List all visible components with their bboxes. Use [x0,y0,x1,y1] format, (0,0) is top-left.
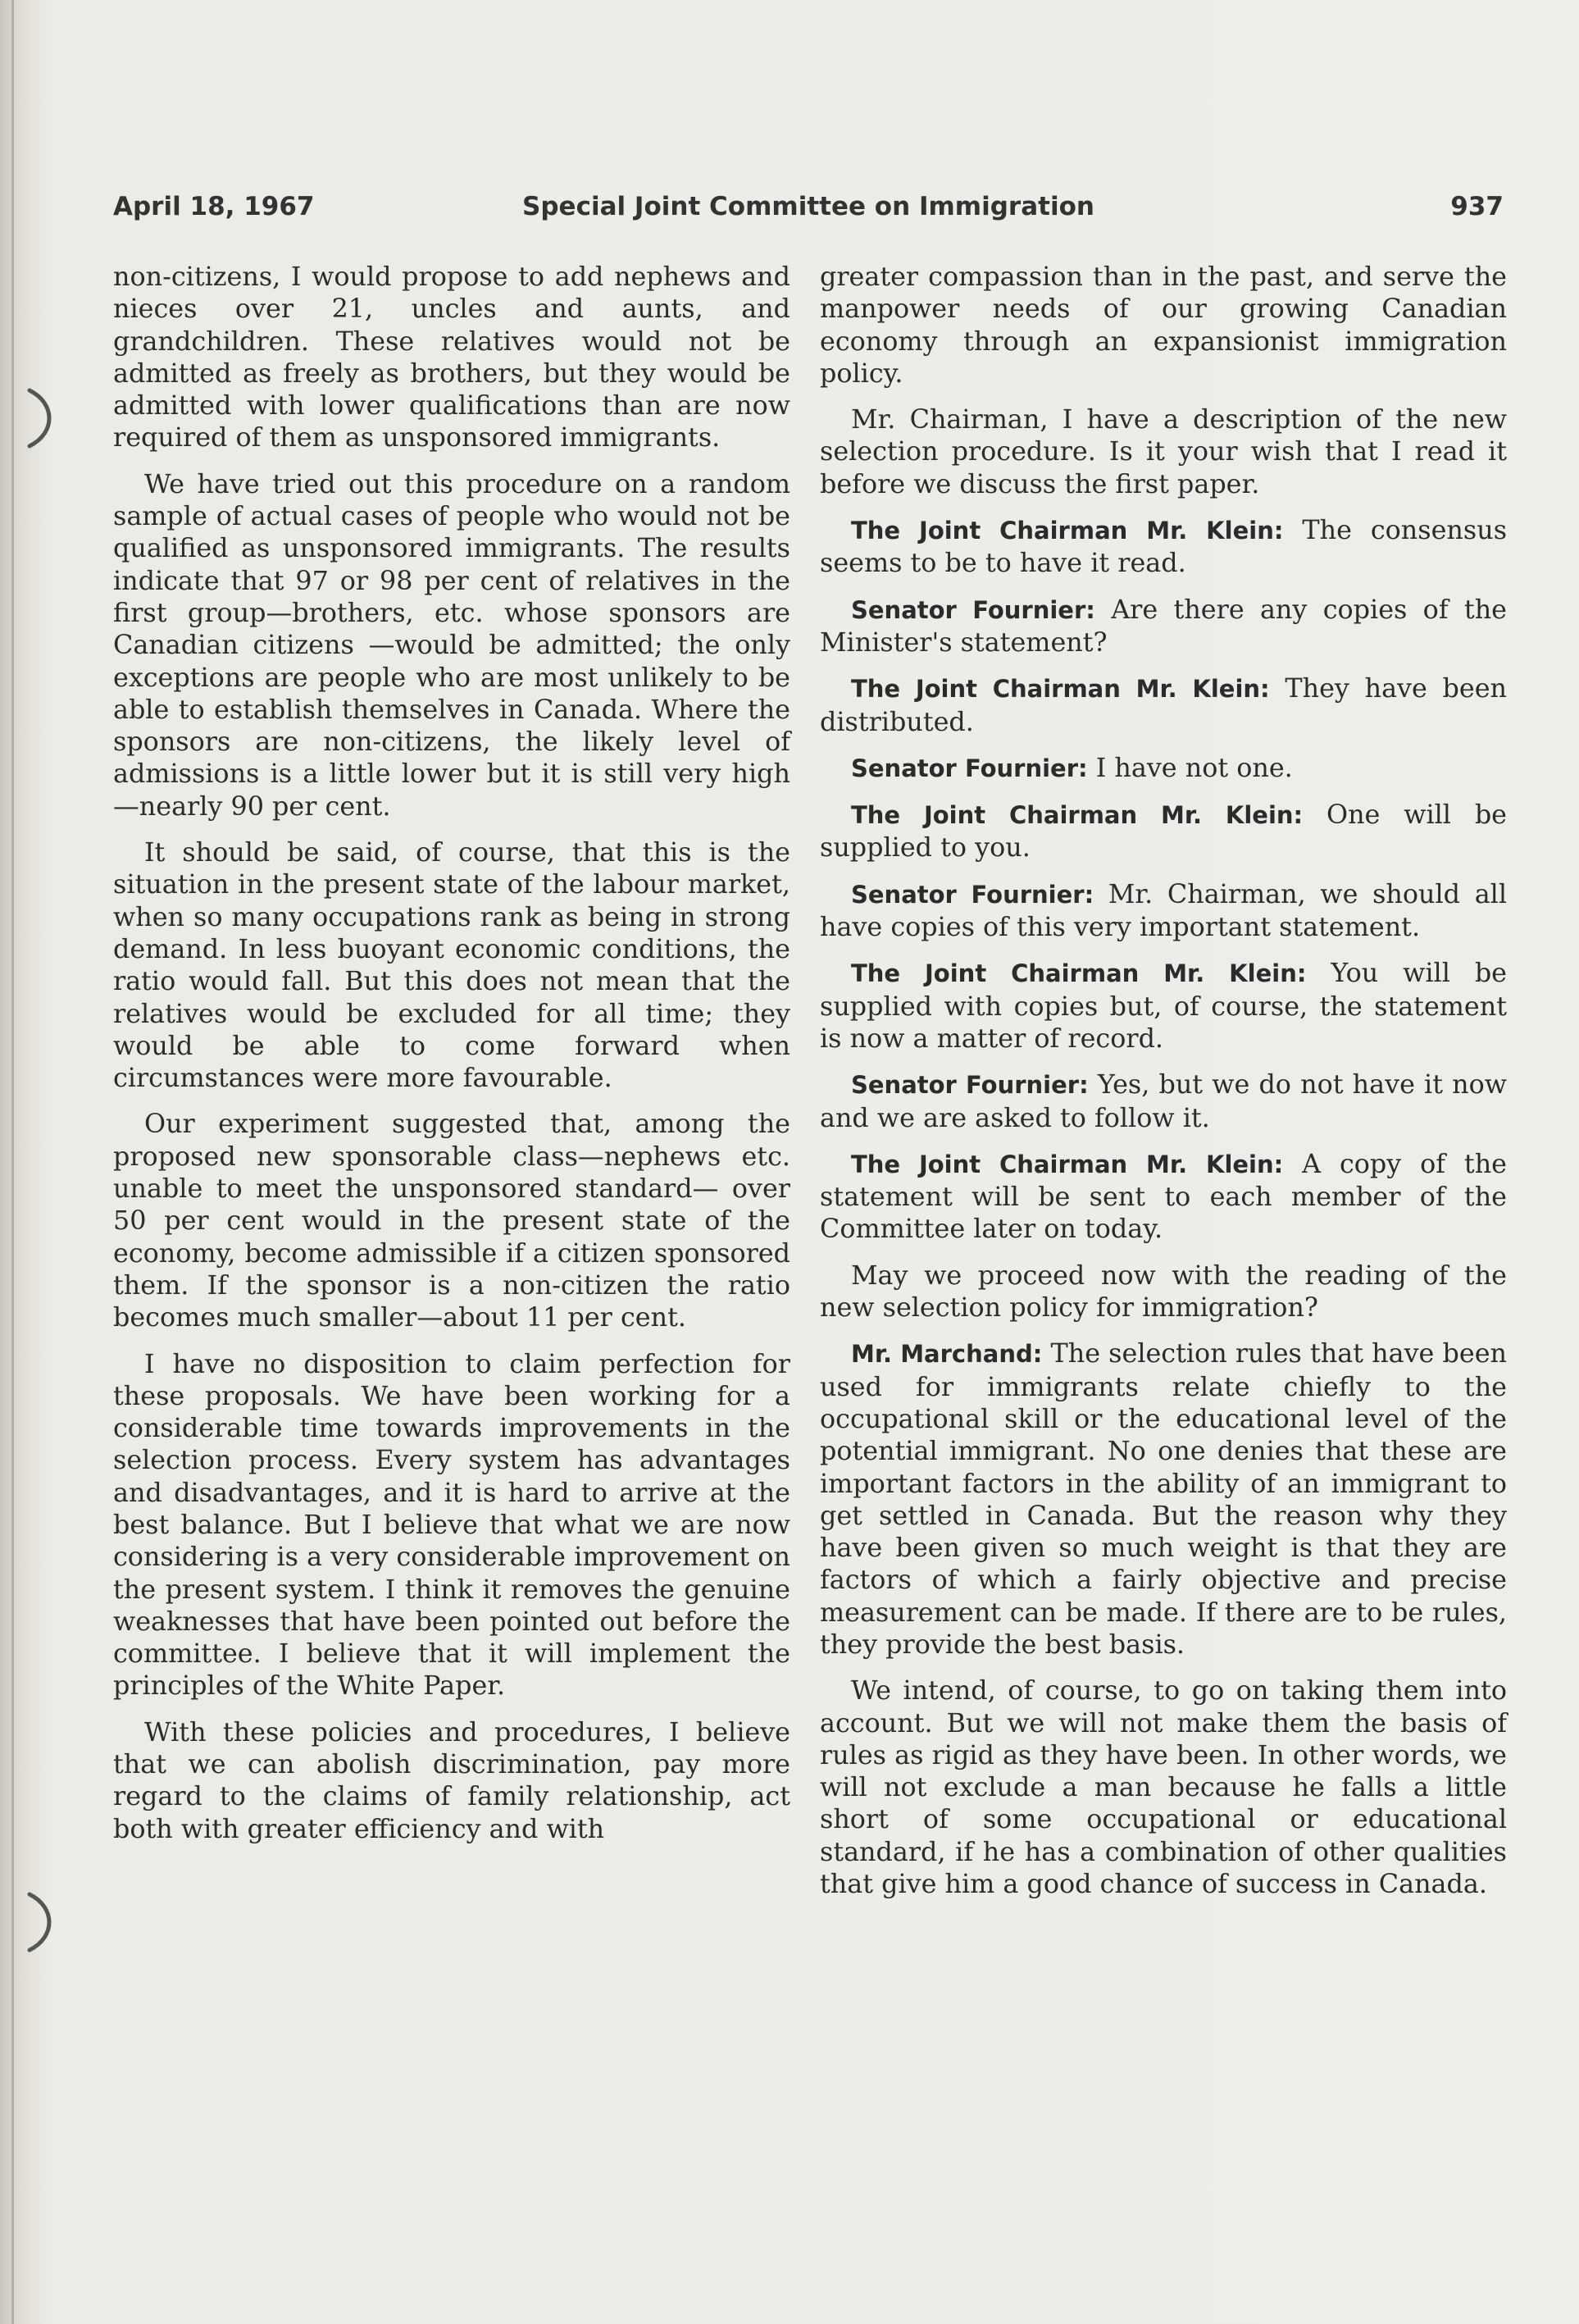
speech-text: Yes, but we do not have it now and we are asked to follow it. [820,1069,1507,1133]
speaker-paragraph [820,1337,1507,1661]
speaker-name: Senator Fournier: [851,754,1088,782]
binder-hole-mark-bottom [21,1883,61,1962]
paragraph: greater compassion than in the past, and serve the manpower needs of our growing Canadian economy through an expansionist immigration policy. [820,262,1507,389]
speaker-paragraph [820,957,1507,1055]
speaker-name: The Joint Chairman Mr. Klein: [851,517,1284,545]
speaker-paragraph [820,878,1507,944]
paragraph: Mr. Chairman, I have a description of the new selection procedure. Is it your wish that I read it before we discuss the first paper. [820,404,1507,499]
left-column [113,261,790,1859]
right-column [820,261,1507,1914]
paragraph: With these policies and procedures, I believe that we can abolish discrimination, pay more regard to the claims of family relationship, act both with greater efficiency and with [113,1716,790,1844]
paragraph: It should be said, of course, that this is the situation in the present state of the labour market, when so many occupations rank as being in strong demand. In less buoyant economic conditions, the ratio would fall. But this does not mean that the relatives would be excluded for all time; they would be able to come forward when circumstances were more favourable. [113,837,790,1094]
speech-text: A copy of the statement will be sent to each member of the Committee later on today. [820,1148,1507,1245]
binder-hole-mark-top [21,379,61,458]
speech-text: Are there any copies of the Minister's statement? [820,594,1508,658]
paragraph: We intend, of course, to go on taking them into account. But we will not make them the basis of rules as rigid as they have been. In other words, we will not exclude a man because he falls a little short of some occupational or educational standard, if he has a combination of other qualities that give him a good chance of success in Canada. [820,1675,1507,1900]
speaker-name: Senator Fournier: [851,1071,1089,1100]
speaker-name: The Joint Chairman Mr. Klein: [851,1150,1284,1178]
speech-text: Mr. Chairman, we should all have copies of this very important statement. [820,878,1507,943]
speaker-name: Senator Fournier: [851,880,1094,909]
speech-text: The consensus seems to be to have it read. [820,515,1508,579]
binding-edge [11,0,14,2324]
speaker-name: The Joint Chairman Mr. Klein: [851,675,1270,704]
speaker-name: Senator Fournier: [851,595,1095,624]
speech-text: The selection rules that have been used for immigrants relate chiefly to the occupational skill or the educational level of the potential immigrant. No one denies that these are important factors in the ability of an immigrant to get settled in Canada. But the reason why they have been given so much weight is that they are factors of which a fairly objective and precise measurement can be made. If there are to be rules, they provide the best basis. [820,1338,1508,1660]
speech-text: I have not one. [1095,752,1293,783]
paragraph: We have tried out this procedure on a random sample of actual cases of people who would not be qualified as unsponsored immigrants. The results indicate that 97 or 98 per cent of relatives in the first group—brothers, etc. whose sponsors are Canadian citizens —would be admitted; the only exceptions are people who are most unlikely to be able to establish themselves in Canada. Where the sponsors are non-citizens, the likely level of admissions is a little lower but it is still very high—nearly 90 per cent. [113,468,790,822]
speaker-paragraph [820,799,1507,864]
speech-text: They have been distributed. [820,673,1508,737]
speaker-name: The Joint Chairman Mr. Klein: [851,959,1307,988]
speech-text: One will be supplied to you. [820,800,1507,864]
page-number: 937 [1450,192,1504,221]
speaker-paragraph [820,1069,1507,1134]
speaker-paragraph [820,514,1507,580]
speaker-paragraph [820,752,1507,785]
running-header [113,192,1504,228]
paragraph: I have no disposition to claim perfection for these proposals. We have been working for a considerable time towards improvements in the selection process. Every system has advantages and disadvantages, and it is hard to arrive at the best balance. But I believe that what we are now considering is a very considerable improvement on the present system. I think it removes the genuine weaknesses that have been pointed out before the committee. I believe that it will implement the principles of the White Paper. [113,1348,790,1702]
paragraph: non-citizens, I would propose to add nephews and nieces over 21, uncles and aunts, and grandchildren. These relatives would not be admitted as freely as brothers, but they would be admitted with lower qualifications than are now required of them as unsponsored immigrants. [113,262,790,453]
paragraph: May we proceed now with the reading of the new selection policy for immigration? [820,1260,1507,1324]
speaker-paragraph [820,594,1507,659]
paragraph: Our experiment suggested that, among the proposed new sponsorable class—nephews etc. unable to meet the unsponsored standard— over 50 per cent would in the present state of the economy, become admissible if a citizen sponsored them. If the sponsor is a non-citizen the ratio becomes much smaller—about 11 per cent. [113,1109,790,1333]
speech-text: You will be supplied with copies but, of course, the statement is now a matter of record. [820,958,1507,1054]
speaker-name: The Joint Chairman Mr. Klein: [851,801,1304,830]
header-date: April 18, 1967 [113,192,315,221]
speaker-name: Mr. Marchand: [851,1340,1043,1369]
header-title: Special Joint Committee on Immigration [522,192,1094,221]
speaker-paragraph [820,1148,1507,1246]
speaker-paragraph [820,672,1507,738]
